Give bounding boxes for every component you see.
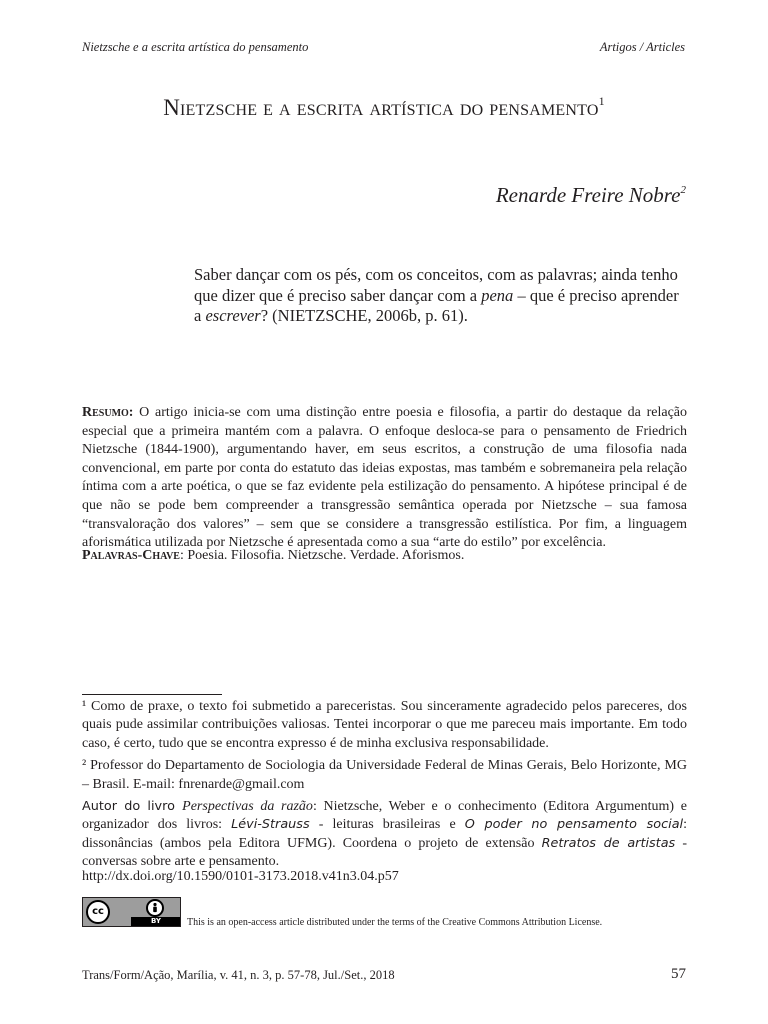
footnotes — [82, 698, 687, 876]
abstract-text: O artigo inicia-se com uma distinção entre poesia e filosofia, a partir do destaque da relação especial que a primeira mantém com a palavra. O enfoque desloca-se para o pensamento de Friedrich Nietzsche (1844-1900), argumentando haver, em seus escritos, a construção de uma filosofia nada convencional, em parte por conta do estatuto das ideias expostas, mas também e sobremaneira pela relação íntima com a arte poética, o que se faz evidente pela estilização do pensamento. A hipótese principal é de que não se pode bem compreender a transgressão semântica operada por Nietzsche – sua famosa “transvaloração dos valores” – sem que se considere a transgressão estilística. Por fim, a linguagem aforismática utilizada por Nietzsche é apresentada como a sua “arte do estilo” por excelência. — [82, 405, 687, 551]
book-title-levi-strauss: Lévi-Strauss — [231, 817, 310, 833]
project-title-retratos: Retratos de artistas — [541, 835, 676, 851]
cc-icon: cc — [86, 900, 110, 924]
footnote-3-text-c: : Nietzsche, Weber e o conhecimento (Editora Argumentum) e organizador dos livros: — [82, 799, 687, 833]
running-title: Nietzsche e a escrita artística do pensamento — [82, 40, 309, 54]
article-title-text: Nietzsche e a escrita artística do pensamento — [163, 95, 599, 120]
section-label: Artigos / Articles — [599, 40, 685, 54]
epigraph-text-3: ? (NIETZSCHE, 2006b, p. 61). — [260, 306, 468, 325]
attribution-person-icon — [146, 899, 164, 917]
footnote-3-text-i: - conversas sobre arte e pensamento. — [82, 835, 687, 870]
license-statement: This is an open-access article distributed under the terms of the Creative Commons Attribution License. — [187, 917, 603, 928]
book-title-poder: O poder no pensamento social — [464, 817, 684, 833]
doi-link[interactable]: http://dx.doi.org/10.1590/0101-3173.2018.v41n3.04.p57 — [82, 869, 399, 884]
footnote-3-text-e: - leituras brasileiras e — [309, 817, 465, 833]
keywords — [82, 547, 687, 565]
epigraph-emphasis-2: escrever — [205, 306, 261, 325]
footnote-2-text: ² Professor do Departamento de Sociologia da Universidade Federal de Minas Gerais, Belo Horizonte, MG – Brasil. E-mail: fnrenarde@gmail.com — [82, 758, 687, 792]
abstract — [82, 404, 687, 553]
epigraph — [194, 265, 688, 327]
abstract-label: Resumo: — [82, 405, 134, 420]
keywords-label: Palavras-Chave — [82, 548, 180, 563]
footnote-3 — [82, 798, 687, 872]
footnote-3-text-g: : dissonâncias (ambos pela Editora UFMG). Coordena o projeto de extensão — [82, 817, 687, 851]
title-footnote-marker[interactable]: 1 — [598, 94, 605, 108]
footnote-3-text-a: Autor do livro — [82, 799, 183, 815]
footnote-2 — [82, 757, 687, 794]
keywords-text: : Poesia. Filosofia. Nietzsche. Verdade. Aforismos. — [179, 548, 465, 563]
author-footnote-marker[interactable]: 2 — [680, 184, 686, 196]
epigraph-text-2: – que é preciso aprender a — [194, 285, 679, 325]
footnote-divider — [82, 694, 222, 695]
by-label: BY — [131, 917, 181, 926]
footnote-1: ¹ Como de praxe, o texto foi submetido a pareceristas. Sou sinceramente agradecido pelos pareceres, dos quais pude assimilar contribuições valiosas. Tentei incorporar o que me pareceu mais importante. Em todo caso, é certo, tudo que se encontra expresso é de minha exclusiva responsabilidade. — [82, 699, 687, 751]
book-title-perspectivas: Perspectivas da razão — [182, 799, 313, 815]
creative-commons-badge[interactable] — [82, 897, 181, 927]
epigraph-emphasis-1: pena — [481, 285, 514, 305]
author-name — [496, 183, 686, 208]
epigraph-text-1: Saber dançar com os pés, com os conceitos, com as palavras; ainda tenho que dizer que é preciso saber dançar com a — [194, 265, 678, 305]
author-name-text: Renarde Freire Nobre — [495, 183, 681, 207]
article-title — [0, 94, 768, 121]
page-number: 57 — [671, 966, 686, 982]
journal-citation: Trans/Form/Ação, Marília, v. 41, n. 3, p. 57-78, Jul./Set., 2018 — [82, 968, 395, 982]
